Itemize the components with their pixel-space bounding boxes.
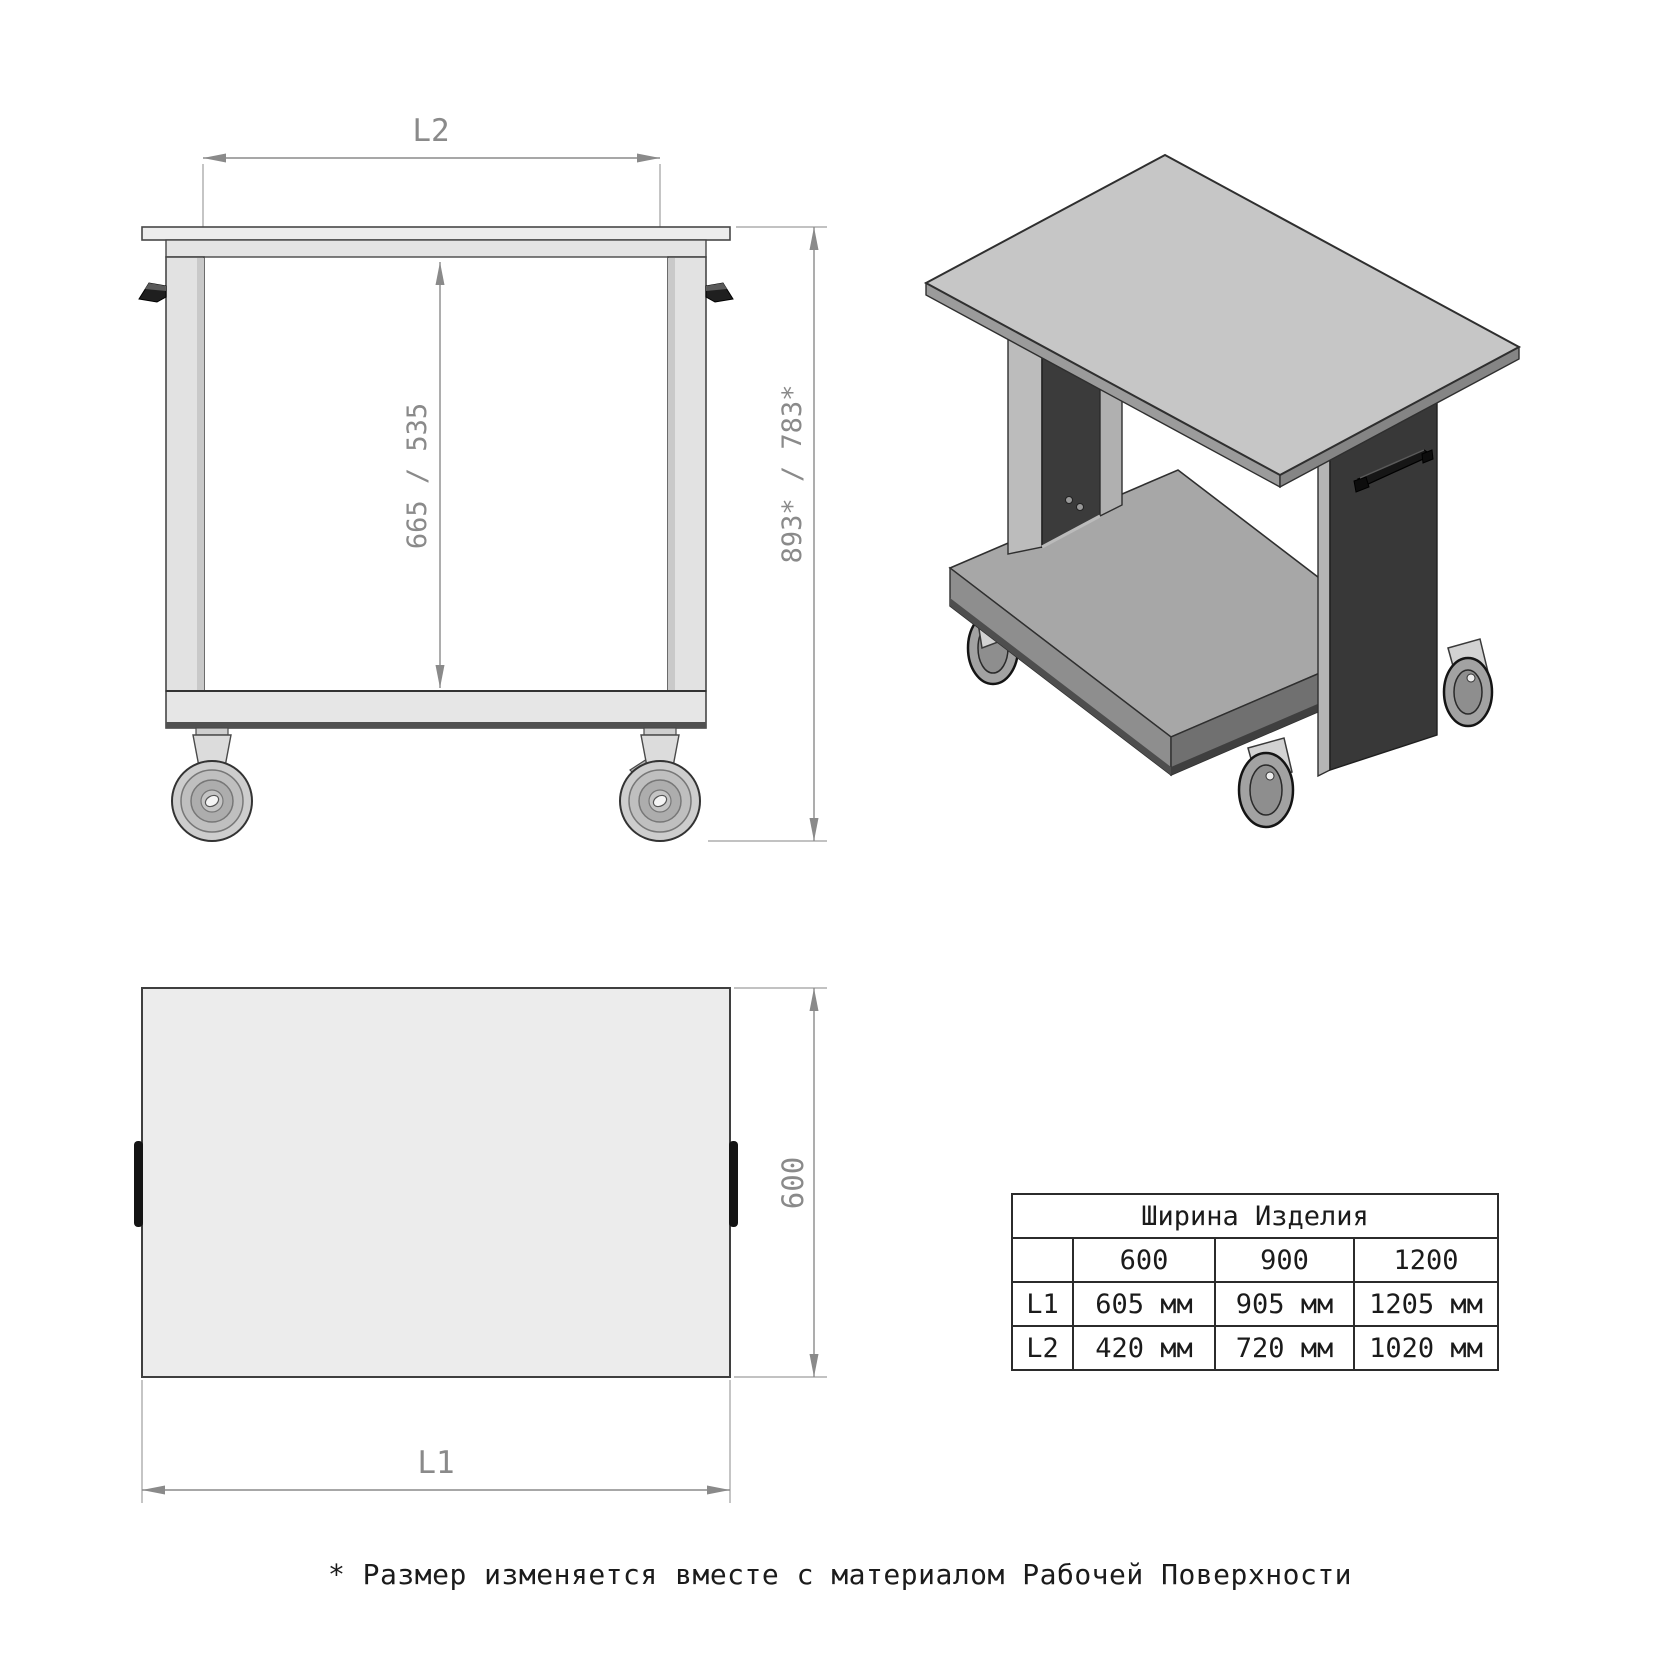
pillar-front-face bbox=[1008, 326, 1042, 554]
worktop-front bbox=[142, 227, 730, 240]
arrowhead-icon bbox=[637, 154, 660, 163]
dim-inner-height bbox=[402, 262, 445, 688]
spec-cell: 720 мм bbox=[1215, 1326, 1354, 1370]
dim-overall-height-label: 893* / 783* bbox=[777, 384, 808, 564]
arrowhead-icon bbox=[810, 227, 819, 250]
table-row-l2 bbox=[1012, 1326, 1498, 1370]
spec-cell: 1205 мм bbox=[1354, 1282, 1498, 1326]
spec-col-header: 600 bbox=[1073, 1238, 1215, 1282]
dim-inner-height-label: 665 / 535 bbox=[402, 402, 433, 550]
caster-front-left bbox=[172, 728, 252, 841]
spec-table bbox=[1011, 1193, 1499, 1371]
dim-depth-label: 600 bbox=[776, 1156, 810, 1210]
dim-l1-label: L1 bbox=[417, 1445, 455, 1481]
table-row-widths bbox=[1012, 1238, 1498, 1282]
arrowhead-icon bbox=[707, 1486, 730, 1495]
spec-cell-empty bbox=[1012, 1238, 1073, 1282]
base-front bbox=[166, 691, 706, 728]
caster-iso-right bbox=[1444, 639, 1492, 726]
pillar-front-strip bbox=[1318, 424, 1330, 776]
top-view bbox=[134, 988, 827, 1503]
arrowhead-icon bbox=[142, 1486, 165, 1495]
right-handle-plan bbox=[729, 1141, 738, 1227]
dim-l2-label: L2 bbox=[412, 113, 450, 149]
spec-cell: 905 мм bbox=[1215, 1282, 1354, 1326]
left-handle-front bbox=[139, 283, 166, 302]
spec-col-header: 900 bbox=[1215, 1238, 1354, 1282]
caster-iso-front bbox=[1239, 738, 1293, 827]
spec-cell: 605 мм bbox=[1073, 1282, 1215, 1326]
footnote: * Размер изменяется вместе с материалом Рабочей Поверхности bbox=[327, 1558, 1353, 1591]
dim-overall-height bbox=[708, 227, 827, 841]
column-inner-edge bbox=[668, 258, 675, 690]
isometric-view bbox=[926, 155, 1519, 827]
table-row-l1 bbox=[1012, 1282, 1498, 1326]
arrowhead-icon bbox=[810, 818, 819, 841]
right-column-front bbox=[668, 257, 706, 691]
caster-front-right bbox=[620, 728, 700, 841]
front-view bbox=[139, 113, 827, 841]
arrowhead-icon bbox=[810, 1354, 819, 1377]
column-inner-edge bbox=[197, 258, 204, 690]
dim-depth bbox=[734, 988, 827, 1377]
top-beam-front bbox=[166, 240, 706, 257]
bolt-icon bbox=[1077, 504, 1084, 511]
spec-cell: 1020 мм bbox=[1354, 1326, 1498, 1370]
left-column-front bbox=[166, 257, 204, 691]
dim-l1 bbox=[142, 1380, 730, 1503]
spec-row-label: L2 bbox=[1012, 1326, 1073, 1370]
spec-col-header: 1200 bbox=[1354, 1238, 1498, 1282]
left-handle-plan bbox=[134, 1141, 143, 1227]
worktop-plan bbox=[142, 988, 730, 1377]
arrowhead-icon bbox=[436, 262, 445, 285]
arrowhead-icon bbox=[436, 665, 445, 688]
spec-table-title: Ширина Изделия bbox=[1012, 1194, 1498, 1238]
arrowhead-icon bbox=[810, 988, 819, 1011]
spec-row-label: L1 bbox=[1012, 1282, 1073, 1326]
bolt-icon bbox=[1066, 497, 1073, 504]
table-row-header bbox=[1012, 1194, 1498, 1238]
right-handle-front bbox=[706, 283, 733, 302]
spec-cell: 420 мм bbox=[1073, 1326, 1215, 1370]
arrowhead-icon bbox=[203, 154, 226, 163]
